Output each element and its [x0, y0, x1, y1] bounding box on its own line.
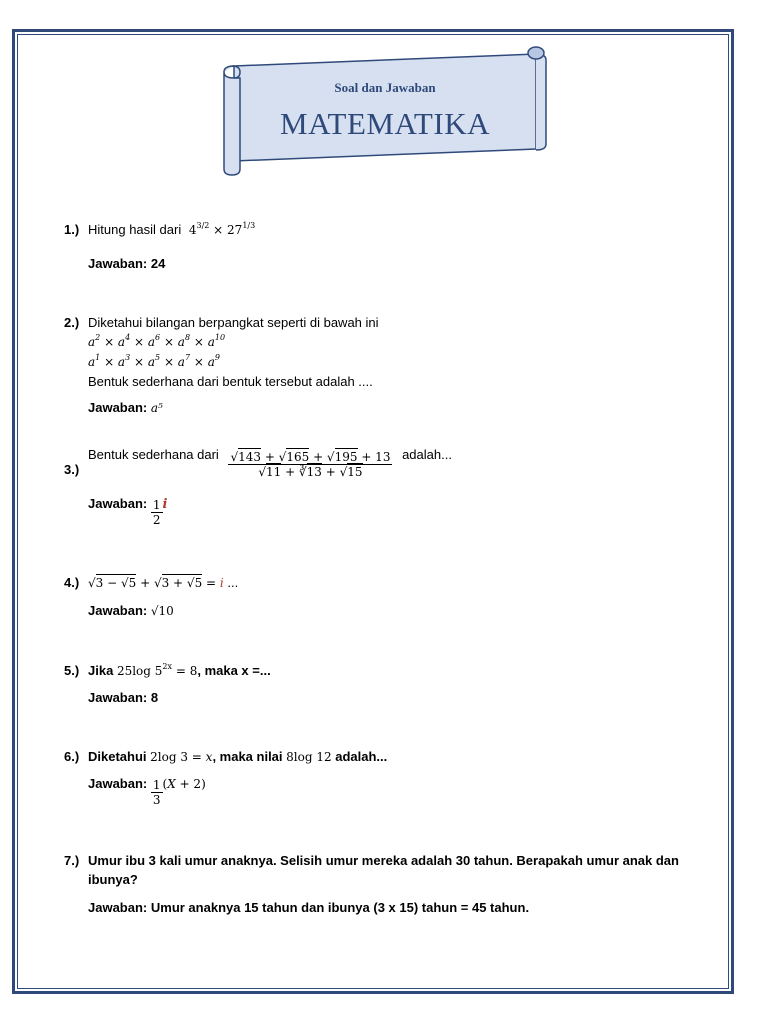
answer-label: Jawaban:: [88, 400, 148, 415]
question-formula: √3 − √5 + √3 + √5 = i: [88, 576, 224, 590]
formula-denominator: $a^1 \times a^3 \times a^5 \times a^7 \times a^9$: [88, 353, 220, 369]
answer-value: √10: [150, 604, 174, 618]
question-number: 6.): [64, 749, 80, 764]
question-text-2: ibunya?: [88, 872, 138, 887]
question-formula: 25log $5^{2x} = 8$: [116, 662, 198, 678]
answer-value: a⁵: [150, 401, 163, 415]
question-number: 3.): [64, 462, 80, 477]
question-number: 7.): [64, 853, 80, 868]
banner-subtitle: Soal dan Jawaban: [334, 80, 436, 95]
answer-imaginary: i: [162, 496, 168, 512]
answer-label: Jawaban:: [88, 495, 148, 511]
answer-6: [88, 775, 206, 807]
answer-expression: (X + 2): [162, 776, 206, 791]
formula-numerator: $a^2 \times a^4 \times a^6 \times a^8 \times a^{10}$: [88, 333, 226, 349]
question-text: Diketahui: [88, 749, 147, 764]
question-number: 2.): [64, 315, 80, 330]
question-text-after: , maka x =...: [197, 663, 271, 678]
answer-3: [88, 495, 168, 527]
answer-value: Umur anaknya 15 tahun dan ibunya (3 x 15) tahun = 45 tahun.: [150, 900, 530, 915]
question-text: Bentuk sederhana dari: [88, 446, 219, 462]
question-text: Diketahui bilangan berpangkat seperti di bawah ini: [88, 315, 379, 330]
answer-4: [88, 603, 174, 618]
title-banner: [220, 44, 550, 179]
question-formula: 2log 3 = x: [150, 750, 213, 764]
answer-label: Jawaban:: [88, 900, 148, 915]
answer-label: Jawaban:: [88, 775, 148, 791]
answer-5: [88, 690, 158, 705]
question-text-after: adalah...: [402, 446, 452, 462]
answer-1: [88, 256, 165, 271]
answer-7: [88, 900, 529, 915]
question-formula-2: 8log 12: [286, 750, 332, 764]
question-formula: $4^{3/2} \times 27^{1/3}$: [188, 221, 256, 237]
answer-value: 8: [150, 690, 159, 705]
question-text-after: ...: [227, 575, 239, 590]
question-number: 5.): [64, 663, 80, 678]
question-fraction: $\frac{√143 + √165 + √195 + 13}{√11 + ∛13 + √15}$: [230, 450, 391, 479]
answer-label: Jawaban:: [88, 256, 148, 271]
question-text-after: adalah...: [335, 749, 388, 764]
answer-label: Jawaban:: [88, 690, 148, 705]
banner-title: MATEMATIKA: [280, 106, 490, 141]
answer-fraction: $\frac{1}{2}$: [152, 498, 161, 527]
question-text: Umur ibu 3 kali umur anaknya. Selisih umur mereka adalah 30 tahun. Berapakah umur anak dan: [88, 853, 679, 868]
question-number: 1.): [64, 222, 80, 237]
question-number: 4.): [64, 575, 80, 590]
answer-fraction: $\frac{1}{3}$: [152, 778, 161, 807]
answer-label: Jawaban:: [88, 603, 148, 618]
question-text: Jika: [88, 663, 114, 678]
question-text: Hitung hasil dari: [88, 222, 182, 237]
question-text-2: Bentuk sederhana dari bentuk tersebut adalah ....: [88, 374, 373, 389]
answer-2: [88, 400, 163, 415]
question-text-mid: , maka nilai: [212, 749, 283, 764]
answer-value: 24: [150, 256, 166, 271]
